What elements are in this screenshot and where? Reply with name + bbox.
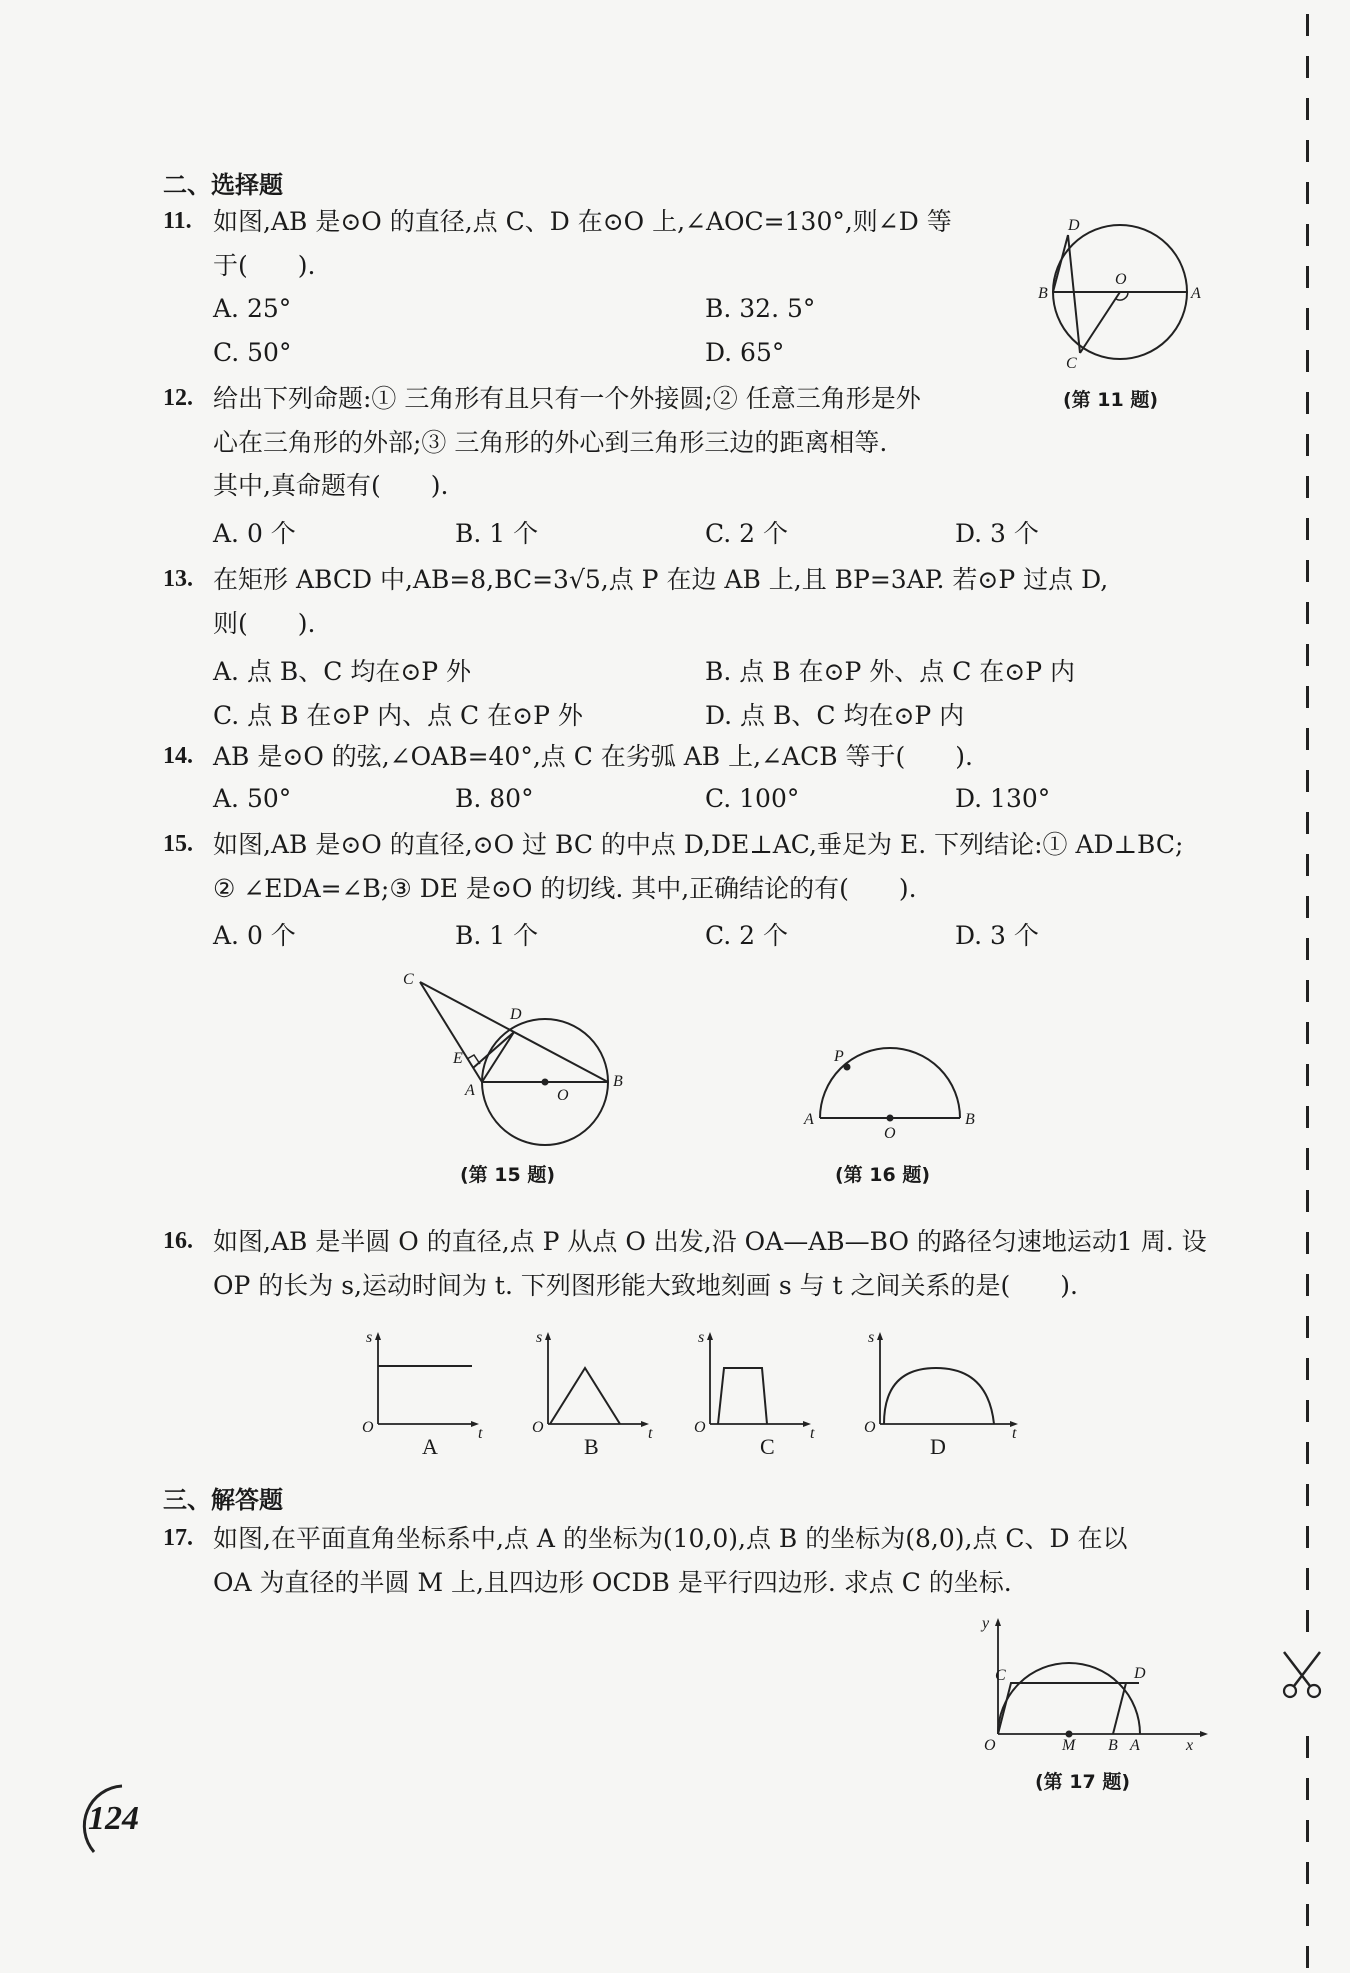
cut-line-dash <box>1306 980 1309 1002</box>
q12-option-c: C. 2 个 <box>705 519 788 548</box>
graph-c-axis-s: s <box>698 1329 705 1346</box>
cut-line-dash <box>1306 1610 1309 1632</box>
cut-line-dash <box>1306 1148 1309 1170</box>
graph-a-axis-s: s <box>366 1329 373 1346</box>
page-number: 124 <box>88 1800 139 1837</box>
q12-text-line1: 给出下列命题:① 三角形有且只有一个外接圆;② 任意三角形是外 <box>213 384 921 413</box>
cut-line-dash <box>1306 938 1309 960</box>
q15-figure <box>395 962 635 1116</box>
cut-line-dash <box>1306 434 1309 456</box>
q15-label-d: D <box>510 1006 522 1023</box>
cut-line-dash <box>1306 602 1309 624</box>
q17-label-m: M <box>1062 1737 1076 1754</box>
cut-line-dash <box>1306 1022 1309 1044</box>
cut-line-dash <box>1306 308 1309 330</box>
cut-line-dash <box>1306 770 1309 792</box>
graph-b-origin: O <box>532 1419 544 1436</box>
cut-line-dash <box>1306 392 1309 414</box>
graph-d-axis-t: t <box>1012 1425 1017 1442</box>
q14-option-a: A. 50° <box>213 784 292 813</box>
q17-label-b: B <box>1108 1737 1118 1754</box>
section-heading-choice: 二、选择题 <box>163 171 283 199</box>
cut-line-dash <box>1306 1190 1309 1212</box>
cut-line-dash <box>1306 560 1309 582</box>
cut-line-dash <box>1306 140 1309 162</box>
q12-option-b: B. 1 个 <box>455 519 539 548</box>
q16-graph-c <box>692 1328 815 1462</box>
graph-d-label: D <box>930 1434 946 1459</box>
q15-option-b: B. 1 个 <box>455 921 539 950</box>
q17-figure <box>970 1610 1210 1754</box>
q13-option-b: B. 点 B 在⊙P 外、点 C 在⊙P 内 <box>705 657 1075 686</box>
cut-line-dash <box>1306 518 1309 540</box>
question-number-15: 15. <box>163 831 193 857</box>
graph-d-origin: O <box>864 1419 876 1436</box>
q15-option-a: A. 0 个 <box>213 921 296 950</box>
cut-line-dash <box>1306 1064 1309 1086</box>
q16-label-o: O <box>884 1125 896 1142</box>
q15-label-o: O <box>557 1087 569 1104</box>
q16-figure <box>800 1040 990 1144</box>
q17-text-line1: 如图,在平面直角坐标系中,点 A 的坐标为(10,0),点 B 的坐标为(8,0),点 C、D 在以 <box>213 1524 1128 1553</box>
cut-line-dash <box>1306 1358 1309 1380</box>
q11-option-a: A. 25° <box>213 294 292 323</box>
cut-line-dash <box>1306 98 1309 120</box>
q15-label-e: E <box>453 1050 463 1067</box>
cut-line-dash <box>1306 14 1309 36</box>
question-number-17: 17. <box>163 1525 193 1551</box>
cut-line-dash <box>1306 1442 1309 1464</box>
graph-a-axis-t: t <box>478 1425 483 1442</box>
question-number-14: 14. <box>163 743 193 769</box>
graph-c-origin: O <box>694 1419 706 1436</box>
graph-b-label: B <box>584 1434 599 1459</box>
q15-caption: (第 15 题) <box>460 1164 556 1186</box>
graph-a-origin: O <box>362 1419 374 1436</box>
q16-caption: (第 16 题) <box>835 1164 931 1186</box>
cut-line-dash <box>1306 1820 1309 1842</box>
cut-line-dash <box>1306 1232 1309 1254</box>
q16-graph-d <box>862 1328 1022 1462</box>
q16-text-line2: OP 的长为 s,运动时间为 t. 下列图形能大致地刻画 s 与 t 之间关系的是( ). <box>213 1271 1078 1300</box>
q11-label-o: O <box>1115 271 1127 288</box>
cut-line-dash <box>1306 1862 1309 1884</box>
q16-label-a: A <box>804 1111 814 1128</box>
cut-line-dash <box>1306 1106 1309 1128</box>
q14-text-line1: AB 是⊙O 的弦,∠OAB=40°,点 C 在劣弧 AB 上,∠ACB 等于( ). <box>213 742 973 771</box>
question-number-12: 12. <box>163 385 193 411</box>
cut-line-dash <box>1306 1316 1309 1338</box>
q16-label-p: P <box>834 1048 844 1065</box>
q13-text-line2: 则( ). <box>213 609 316 638</box>
q17-caption: (第 17 题) <box>1035 1771 1131 1793</box>
graph-c-label: C <box>760 1434 775 1459</box>
q17-label-y: y <box>982 1615 990 1632</box>
q11-label-c: C <box>1066 355 1077 372</box>
question-number-11: 11. <box>163 208 192 234</box>
q11-label-d: D <box>1068 217 1080 234</box>
scissors-icon <box>1280 1648 1324 1700</box>
cut-line-dash <box>1306 854 1309 876</box>
cut-line-dash <box>1306 266 1309 288</box>
q16-graph-b <box>530 1328 653 1462</box>
q13-option-c: C. 点 B 在⊙P 内、点 C 在⊙P 外 <box>213 701 583 730</box>
q11-option-b: B. 32. 5° <box>705 294 816 323</box>
cut-line-dash <box>1306 1400 1309 1422</box>
q13-option-a: A. 点 B、C 均在⊙P 外 <box>213 657 472 686</box>
q11-caption: (第 11 题) <box>1063 389 1159 411</box>
q16-text-line1: 如图,AB 是半圆 O 的直径,点 P 从点 O 出发,沿 OA—AB—BO 的路径匀速地运动1 周. 设 <box>213 1227 1207 1256</box>
question-number-16: 16. <box>163 1228 193 1254</box>
cut-line-dash <box>1306 476 1309 498</box>
graph-d-axis-s: s <box>868 1329 875 1346</box>
graph-b-axis-s: s <box>536 1329 543 1346</box>
cut-line-dash <box>1306 56 1309 78</box>
q12-option-d: D. 3 个 <box>955 519 1039 548</box>
question-number-13: 13. <box>163 566 193 592</box>
q11-option-d: D. 65° <box>705 338 785 367</box>
q12-option-a: A. 0 个 <box>213 519 296 548</box>
q11-text-line2: 于( ). <box>213 251 316 280</box>
cut-line-dash <box>1306 350 1309 372</box>
q13-option-d: D. 点 B、C 均在⊙P 内 <box>705 701 965 730</box>
q16-label-b: B <box>965 1111 975 1128</box>
q17-label-a: A <box>1130 1737 1140 1754</box>
q17-label-o: O <box>984 1737 996 1754</box>
graph-a-label: A <box>422 1434 438 1459</box>
cut-line-dash <box>1306 812 1309 834</box>
q14-option-c: C. 100° <box>705 784 800 813</box>
q11-label-b: B <box>1038 285 1048 302</box>
q11-option-c: C. 50° <box>213 338 292 367</box>
section-heading-answer: 三、解答题 <box>163 1486 283 1514</box>
cut-line-dash <box>1306 182 1309 204</box>
q15-label-a: A <box>465 1082 475 1099</box>
q15-label-c: C <box>403 971 414 988</box>
q17-label-c: C <box>995 1667 1006 1684</box>
q15-label-b: B <box>613 1073 623 1090</box>
cut-line-dash <box>1306 728 1309 750</box>
q17-label-d: D <box>1134 1665 1146 1682</box>
cut-line-dash <box>1306 224 1309 246</box>
q16-graph-a <box>360 1328 483 1462</box>
cut-line-dash <box>1306 1484 1309 1506</box>
cut-line-dash <box>1306 1568 1309 1590</box>
cut-line-dash <box>1306 1736 1309 1758</box>
cut-line-dash <box>1306 1526 1309 1548</box>
q15-text-line1: 如图,AB 是⊙O 的直径,⊙O 过 BC 的中点 D,DE⊥AC,垂足为 E. 下列结论:① AD⊥BC; <box>213 830 1184 859</box>
cut-line-dash <box>1306 896 1309 918</box>
q17-text-line2: OA 为直径的半圆 M 上,且四边形 OCDB 是平行四边形. 求点 C 的坐标. <box>213 1568 1012 1597</box>
q11-text-line1: 如图,AB 是⊙O 的直径,点 C、D 在⊙O 上,∠AOC=130°,则∠D 等 <box>213 207 952 236</box>
q15-text-line2: ② ∠EDA=∠B;③ DE 是⊙O 的切线. 其中,正确结论的有( ). <box>213 874 917 903</box>
q14-option-b: B. 80° <box>455 784 534 813</box>
q14-option-d: D. 130° <box>955 784 1051 813</box>
cut-line-dash <box>1306 1946 1309 1968</box>
cut-line-dash <box>1306 686 1309 708</box>
q12-text-line3: 其中,真命题有( ). <box>213 471 449 500</box>
q15-option-c: C. 2 个 <box>705 921 788 950</box>
q17-label-x: x <box>1186 1737 1194 1754</box>
q11-figure <box>1025 210 1205 374</box>
q15-option-d: D. 3 个 <box>955 921 1039 950</box>
q12-text-line2: 心在三角形的外部;③ 三角形的外心到三角形三边的距离相等. <box>213 428 888 457</box>
cut-line-dash <box>1306 1904 1309 1926</box>
cut-line-dash <box>1306 644 1309 666</box>
q11-label-a: A <box>1191 285 1201 302</box>
q13-text-line1: 在矩形 ABCD 中,AB=8,BC=3√5,点 P 在边 AB 上,且 BP=3AP. 若⊙P 过点 D, <box>213 565 1109 594</box>
graph-b-axis-t: t <box>648 1425 653 1442</box>
graph-c-axis-t: t <box>810 1425 815 1442</box>
cut-line-dash <box>1306 1274 1309 1296</box>
cut-line-dash <box>1306 1778 1309 1800</box>
